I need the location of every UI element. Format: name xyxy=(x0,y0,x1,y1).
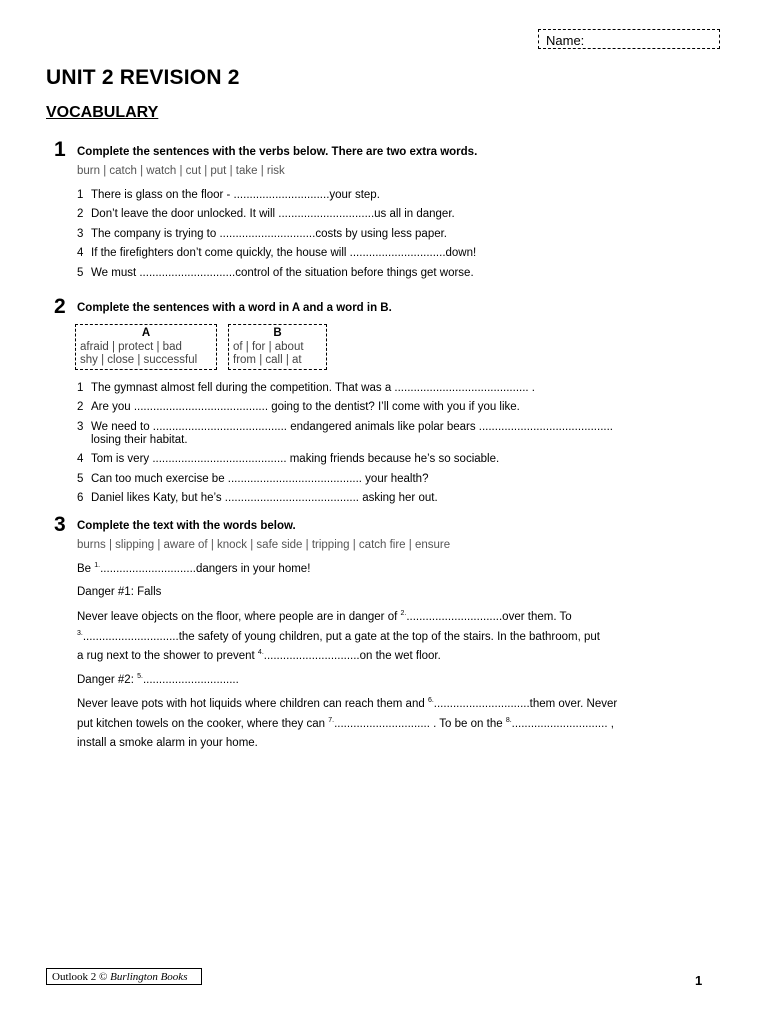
exercise-1-item: 5 We must ..............................control of the situation before things get worse. xyxy=(77,267,474,279)
exercise-2-item: 6 Daniel likes Katy, but he’s .......................................... asking her out. xyxy=(77,492,438,504)
text-line: Be $^{1.}$..............................dangers in your home! xyxy=(77,562,311,575)
exercise-2-number: 2 xyxy=(54,295,66,318)
text-line: a rug next to the shower to prevent $^{4.}$..............................on the wet floor. xyxy=(77,649,441,662)
word-box-b-row: of | for | about xyxy=(233,340,304,353)
exercise-1-item: 3 The company is trying to ..............................costs by using less paper. xyxy=(77,228,448,240)
exercise-2-item: 2 Are you .......................................... going to the dentist? I’ll come with you if you like. xyxy=(77,401,520,413)
section-heading: VOCABULARY xyxy=(46,104,159,121)
word-box-a xyxy=(75,324,217,370)
exercise-1-item: 4 If the firefighters don’t come quickly, the house will ..............................down! xyxy=(77,247,477,259)
exercise-3-number: 3 xyxy=(54,513,66,536)
exercise-2-item: 4 Tom is very .......................................... making friends because he’s so sociable. xyxy=(77,453,500,465)
word-box-b xyxy=(228,324,327,370)
exercise-1-instruction: Complete the sentences with the verbs below. There are two extra words. xyxy=(77,146,478,158)
text-subheading: Danger #1: Falls xyxy=(77,586,162,598)
exercise-3-instruction: Complete the text with the words below. xyxy=(77,520,296,532)
name-field[interactable] xyxy=(538,29,720,49)
publisher-name: Burlington Books xyxy=(110,971,188,983)
exercise-1-item: 1 There is glass on the floor - ..............................your step. xyxy=(77,189,380,201)
exercise-2-item: 1 The gymnast almost fell during the competition. That was a .......................................... . xyxy=(77,382,535,394)
text-subheading: Danger #2: $^{5.}$.............................. xyxy=(77,673,239,686)
text-line: $^{3.}$..............................the safety of young children, put a gate at the top of the stairs. In the bathroom, put xyxy=(77,630,600,643)
exercise-3-word-list: burns | slipping | aware of | knock | safe side | tripping | catch fire | ensure xyxy=(77,539,451,551)
exercise-1-word-list: burn | catch | watch | cut | put | take | risk xyxy=(77,165,285,177)
word-box-a-heading: A xyxy=(141,327,151,339)
text-line: put kitchen towels on the cooker, where they can $^{7.}$.............................. . To be on the $^{8.}$.............................. , xyxy=(77,717,614,730)
word-box-a-row: afraid | protect | bad xyxy=(80,340,182,353)
page-title: UNIT 2 REVISION 2 xyxy=(46,66,240,89)
exercise-1-number: 1 xyxy=(54,138,66,161)
word-box-a-row: shy | close | successful xyxy=(80,354,198,366)
word-box-b-row: from | call | at xyxy=(233,354,302,366)
page-number: 1 xyxy=(695,973,703,988)
text-line: install a smoke alarm in your home. xyxy=(77,737,258,749)
exercise-2-instruction: Complete the sentences with a word in A and a word in B. xyxy=(77,302,392,314)
text-line: Never leave pots with hot liquids where children can reach them and $^{6.}$..............................them over. Never xyxy=(77,697,618,710)
exercise-2-item: 3 We need to .......................................... endangered animals like polar bears .......................................... xyxy=(77,421,613,433)
exercise-1-item: 2 Don’t leave the door unlocked. It will ..............................us all in danger. xyxy=(77,208,455,220)
word-box-b-heading: B xyxy=(273,327,282,339)
text-line: Never leave objects on the floor, where people are in danger of $^{2.}$..............................over them. To xyxy=(77,610,572,623)
exercise-2-item-continuation: losing their habitat. xyxy=(91,434,188,446)
footer-copyright: Outlook 2 © Burlington Books xyxy=(46,968,202,985)
exercise-2-item: 5 Can too much exercise be .......................................... your health? xyxy=(77,473,429,485)
name-label: Name: xyxy=(546,33,585,48)
